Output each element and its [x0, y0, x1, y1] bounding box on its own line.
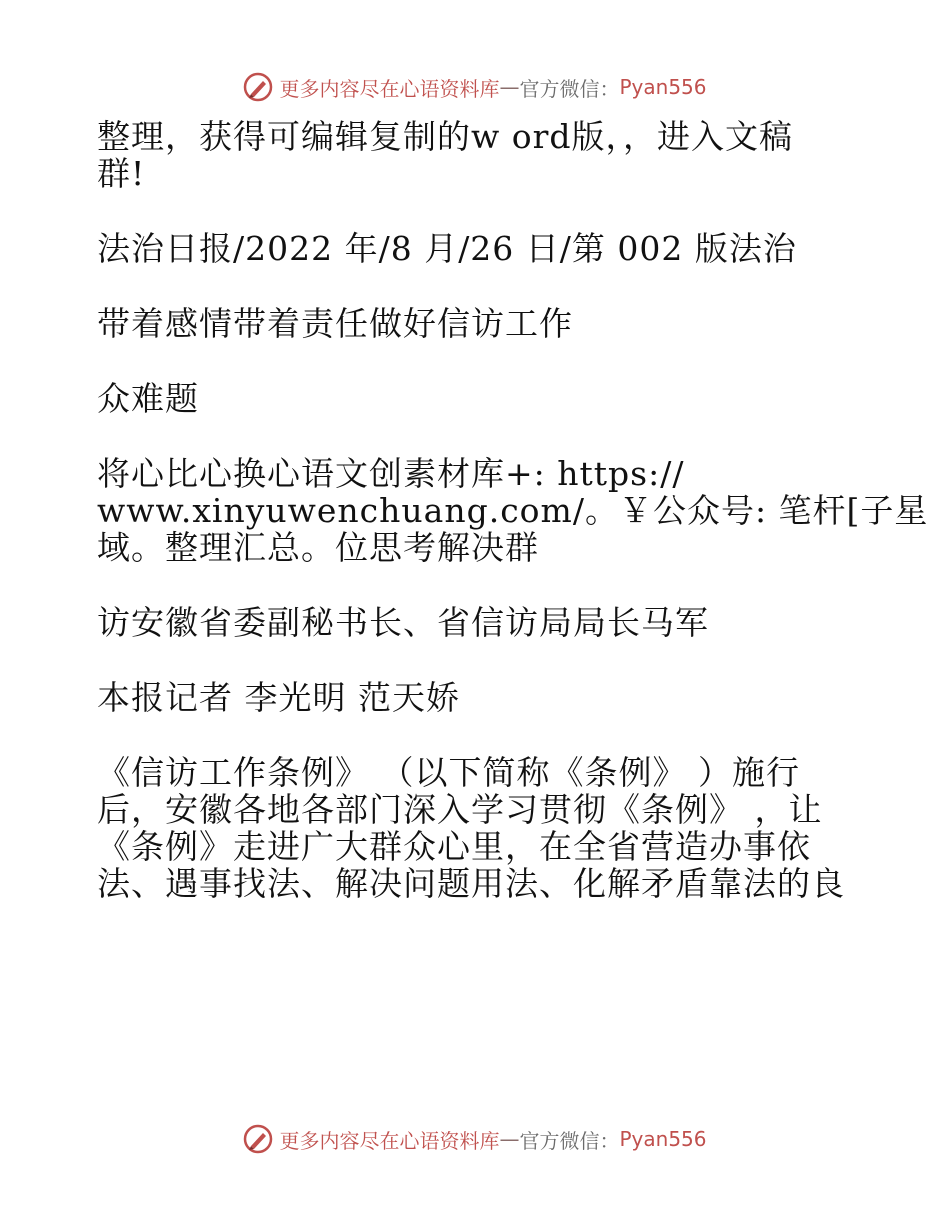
- pen-logo-icon: [243, 1124, 273, 1154]
- watermark-main-text: 更多内容尽在心语资料库: [279, 1128, 500, 1153]
- footer-watermark: [0, 1124, 950, 1154]
- watermark-separator: —: [499, 75, 520, 99]
- text-line: 《条例》走进广大群众心里，在全省营造办事依: [97, 827, 811, 866]
- text-line: www.xinyuwenchuang.com/。￥公众号: 笔杆[子星: [97, 491, 929, 530]
- text-line: 法治日报/2022 年/8 月/26 日/第 002 版法治: [97, 229, 797, 268]
- watermark-main-text: 更多内容尽在心语资料库: [279, 76, 500, 101]
- text-line: 法、遇事找法、解决问题用法、化解矛盾靠法的良: [97, 864, 845, 903]
- text-line: 访安徽省委副秘书长、省信访局局长马军: [97, 603, 709, 642]
- text-line: 域。整理汇总。位思考解决群: [97, 528, 539, 567]
- text-line: 众难题: [97, 379, 199, 418]
- watermark-wechat-id: Pyan556: [619, 1127, 707, 1151]
- watermark-label: 官方微信：: [519, 76, 620, 101]
- document-body: [97, 117, 929, 903]
- watermark-wechat-id: Pyan556: [619, 75, 707, 99]
- watermark-label: 官方微信：: [519, 1128, 620, 1153]
- text-line: 整理，获得可编辑复制的w ord版，，进入文稿: [97, 117, 794, 156]
- byline: 本报记者 李光明 范天娇: [97, 678, 460, 717]
- text-line: 将心比心换心语文创素材库+: https://: [97, 454, 685, 493]
- text-line: 《信访工作条例》 （以下简称《条例》 ）施行: [97, 753, 800, 792]
- pen-logo-icon: [243, 72, 273, 102]
- header-watermark: [0, 72, 950, 102]
- text-line: 后，安徽各地各部门深入学习贯彻《条例》 ，让: [97, 790, 823, 829]
- text-line: 群!: [97, 154, 146, 193]
- watermark-separator: —: [499, 1127, 520, 1151]
- article-title: 带着感情带着责任做好信访工作: [97, 304, 573, 343]
